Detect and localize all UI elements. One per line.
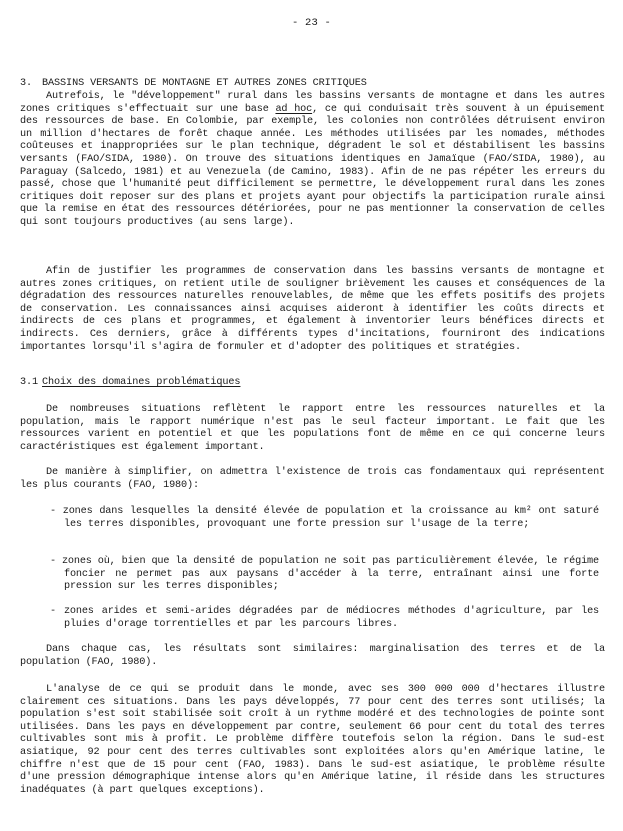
section-3-paragraph-1 xyxy=(20,91,605,230)
section-3-1-paragraph-2: De manière à simplifier, on admettra l'existence de trois cas fondamentaux qui représentent les plus courants (FAO, 1980): xyxy=(20,467,605,491)
section-3-paragraph-2: Afin de justifier les programmes de conservation dans les bassins versants de montagne et autres zones critiques, on retient utile de souligner brièvement les causes et conséquences de la dégradation des ressources naturelles renouvelables, de même que les effets positifs des projets de conservation. Les connaissances ainsi acquises aideront à identifier les coûts directs et indirects de ces plans et programmes, et également à inventorier leurs bénéfices directs et indirects. Ces derniers, grâce à différents types d'incitations, fourniront des indications importantes lorsqu'il s'agira de formuler et d'adopter des politiques et stratégies. xyxy=(20,266,605,353)
section-3-1-title: Choix des domaines problématiques xyxy=(42,377,241,388)
ad-hoc-term: ad hoc xyxy=(275,103,313,115)
section-3-1-paragraph-1: De nombreuses situations reflètent le rapport entre les ressources naturelles et la population, mais le rapport numérique n'est pas le seul facteur important. Le fait que les ressources varient en potentiel et que les populations font de même en ce qui concerne leurs caractéristiques est également important. xyxy=(20,404,605,453)
section-3-number: 3. xyxy=(20,78,33,89)
section-3-heading xyxy=(20,78,367,91)
section-3-paragraph-1-part-b: , ce qui conduisait très souvent à un épuisement des ressources de base. En Colombie, par exemple, les colonies non contrôlées détruisent environ un million d'hectares de forêt chaque année. Les méthodes utilisées par les nomades, méthodes coûteuses et inappropriées sur le plan technique, dégradent le sol et déstabilisent les bassins versants (FAO/SIDA, 1980). On trouve des situations identiques en Jamaïque (FAO/SIDA, 1980), au Paraguay (Salcedo, 1981) et au Venezuela (de Camino, 1983). Afin de ne pas répéter les erreurs du passé, chose que l'humanité peut difficilement se permettre, le développement rural dans les zones critiques doit reposer sur des plans et projets ayant pour objectifs la participation rurale ainsi que la remise en état des ressources détériorées, pour ne pas mentionner la conservation de celles qui sont toujours productives (au sens large). xyxy=(20,103,606,228)
section-3-1-paragraph-3: Dans chaque cas, les résultats sont similaires: marginalisation des terres et de la population (FAO, 1980). xyxy=(20,644,605,668)
page-number: - 23 - xyxy=(291,17,331,29)
section-3-paragraph-1-part-a: Autrefois, le "développement" rural dans les bassins versants de montagne et dans les autres zones critiques s'effectuait sur une base xyxy=(20,91,605,115)
section-3-1-number: 3.1 xyxy=(20,377,39,388)
section-3-1-heading xyxy=(20,377,240,390)
list-item: - zones dans lesquelles la densité élevée de population et la croissance au km² ont saturé les terres disponibles, provoquant une forte pression sur l'usage de la terre; xyxy=(50,506,599,530)
list-item: - zones arides et semi-arides dégradées par de médiocres méthodes d'agriculture, par les pluies d'orage torrentielles et par les parcours libres. xyxy=(50,606,599,630)
section-3-title: BASSINS VERSANTS DE MONTAGNE ET AUTRES ZONES CRITIQUES xyxy=(42,78,367,89)
list-item: - zones où, bien que la densité de population ne soit pas particulièrement élevée, le régime foncier ne permet pas aux paysans d'accéder à la terre, entraînant ainsi une forte pression sur les terres disponibles; xyxy=(50,556,599,593)
section-3-1-paragraph-4: L'analyse de ce qui se produit dans le monde, avec ses 300 000 000 d'hectares illustre clairement ces situations. Dans les pays développés, 77 pour cent des terres sont utilisés; la population s'est soit stabilisée soit croît à un rythme modéré et des technologies de pointe sont utilisées. Dans les pays en développement par contre, seulement 66 pour cent du total des terres cultivables sont mis à profit. Le problème diffère toutefois selon la région. Dans le sud-est asiatique, 92 pour cent des terres cultivables sont exploitées alors qu'en Amérique latine, le chiffre n'est que de 15 pour cent (FAO, 1983). Dans le sud-est asiatique, le problème résulte d'une pression démographique intense alors qu'en Amérique latine, il réside dans les structures inadéquates (à part quelques exceptions). xyxy=(20,684,605,796)
